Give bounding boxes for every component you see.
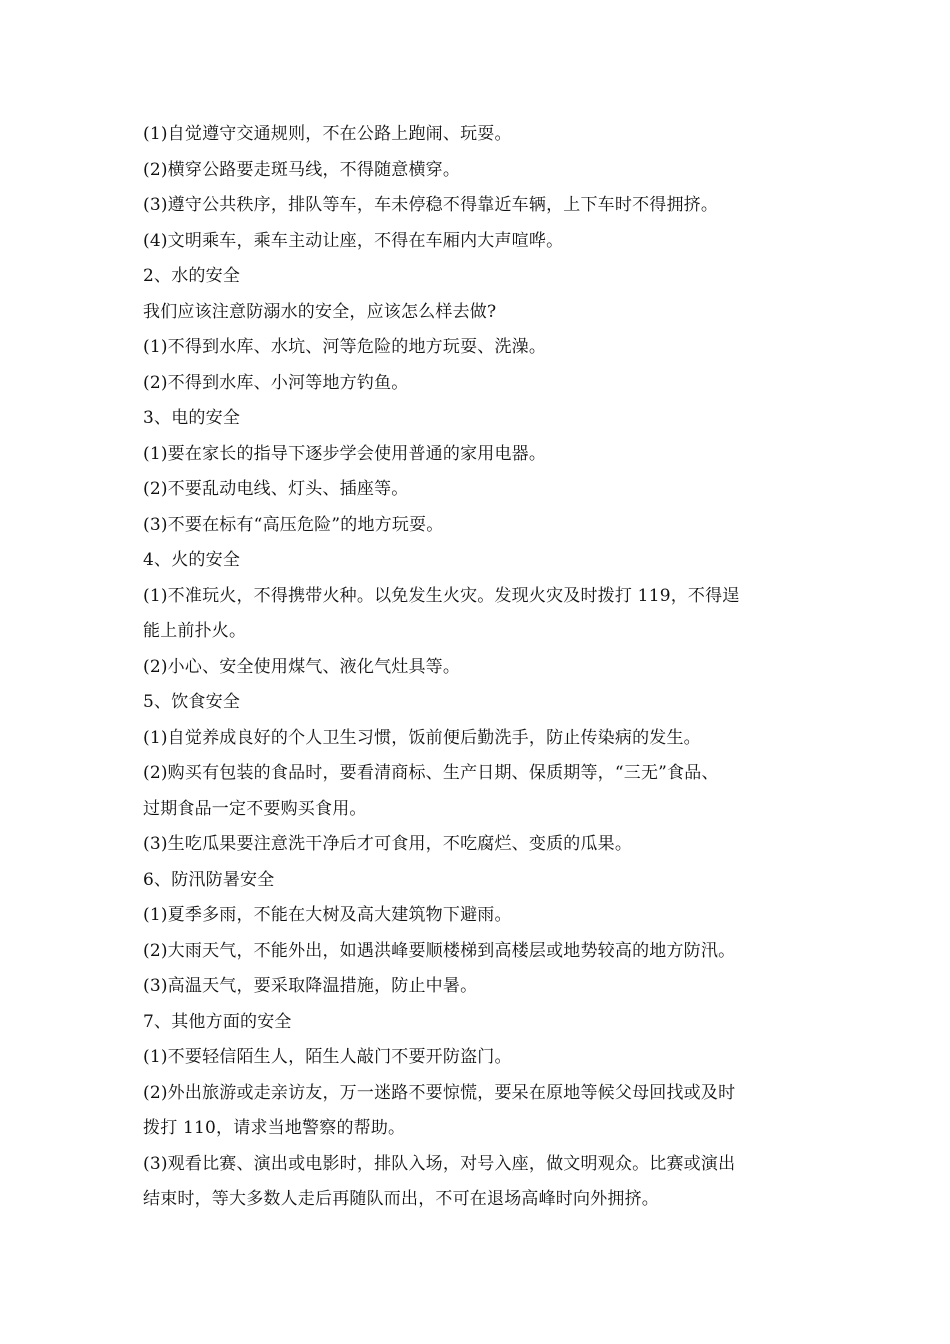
text-line: (2)外出旅游或走亲访友，万一迷路不要惊慌，要呆在原地等候父母回找或及时 [143, 1082, 736, 1103]
text-line: (3)不要在标有“高压危险”的地方玩耍。 [143, 514, 444, 535]
section-heading: 5、饮食安全 [143, 692, 241, 712]
text-line: 能上前扑火。 [143, 621, 247, 641]
text-line: (3)高温天气，要采取降温措施，防止中暑。 [143, 976, 478, 996]
text-line: (3)遵守公共秩序，排队等车，车未停稳不得靠近车辆，上下车时不得拥挤。 [143, 195, 719, 215]
text-line: (4)文明乘车，乘车主动让座，不得在车厢内大声喧哗。 [143, 230, 564, 251]
text-line: (2)不得到水库、小河等地方钓鱼。 [143, 372, 409, 393]
text-line: (2)购买有包装的食品时，要看清商标、生产日期、保质期等，“三无”食品、 [143, 763, 719, 783]
text-line: 我们应该注意防溺水的安全，应该怎么样去做? [143, 301, 497, 322]
text-line: 结束时，等大多数人走后再随队而出，不可在退场高峰时向外拥挤。 [143, 1189, 659, 1209]
text-line: 拨打 110，请求当地警察的帮助。 [143, 1118, 406, 1138]
section-heading: 2、水的安全 [143, 266, 241, 286]
text-line: (1)要在家长的指导下逐步学会使用普通的家用电器。 [143, 443, 547, 464]
text-line: (1)夏季多雨，不能在大树及高大建筑物下避雨。 [143, 905, 512, 925]
text-line: (2)横穿公路要走斑马线，不得随意横穿。 [143, 159, 461, 180]
text-line: (3)生吃瓜果要注意洗干净后才可食用，不吃腐烂、变质的瓜果。 [143, 834, 633, 854]
text-line: (1)不要轻信陌生人，陌生人敲门不要开防盗门。 [143, 1047, 512, 1067]
text-line: (2)不要乱动电线、灯头、插座等。 [143, 479, 409, 499]
section-heading: 4、火的安全 [143, 550, 241, 570]
section-heading: 6、防汛防暑安全 [143, 869, 275, 890]
section-heading: 7、其他方面的安全 [143, 1011, 292, 1032]
text-line: (3)观看比赛、演出或电影时，排队入场，对号入座，做文明观众。比赛或演出 [143, 1153, 736, 1174]
document-body [143, 117, 811, 1218]
text-line: (1)不准玩火，不得携带火种。以免发生火灾。发现火灾及时拨打 119，不得逞 [143, 585, 740, 606]
text-line: (2)小心、安全使用煤气、液化气灶具等。 [143, 656, 461, 677]
text-line: (2)大雨天气，不能外出，如遇洪峰要顺楼梯到高楼层或地势较高的地方防汛。 [143, 940, 736, 961]
text-line: 过期食品一定不要购买食用。 [143, 798, 367, 819]
section-heading: 3、电的安全 [143, 408, 241, 428]
text-line: (1)自觉养成良好的个人卫生习惯，饭前便后勤洗手，防止传染病的发生。 [143, 727, 701, 748]
text-line: (1)自觉遵守交通规则，不在公路上跑闹、玩耍。 [143, 124, 512, 144]
text-line: (1)不得到水库、水坑、河等危险的地方玩耍、洗澡。 [143, 337, 547, 357]
